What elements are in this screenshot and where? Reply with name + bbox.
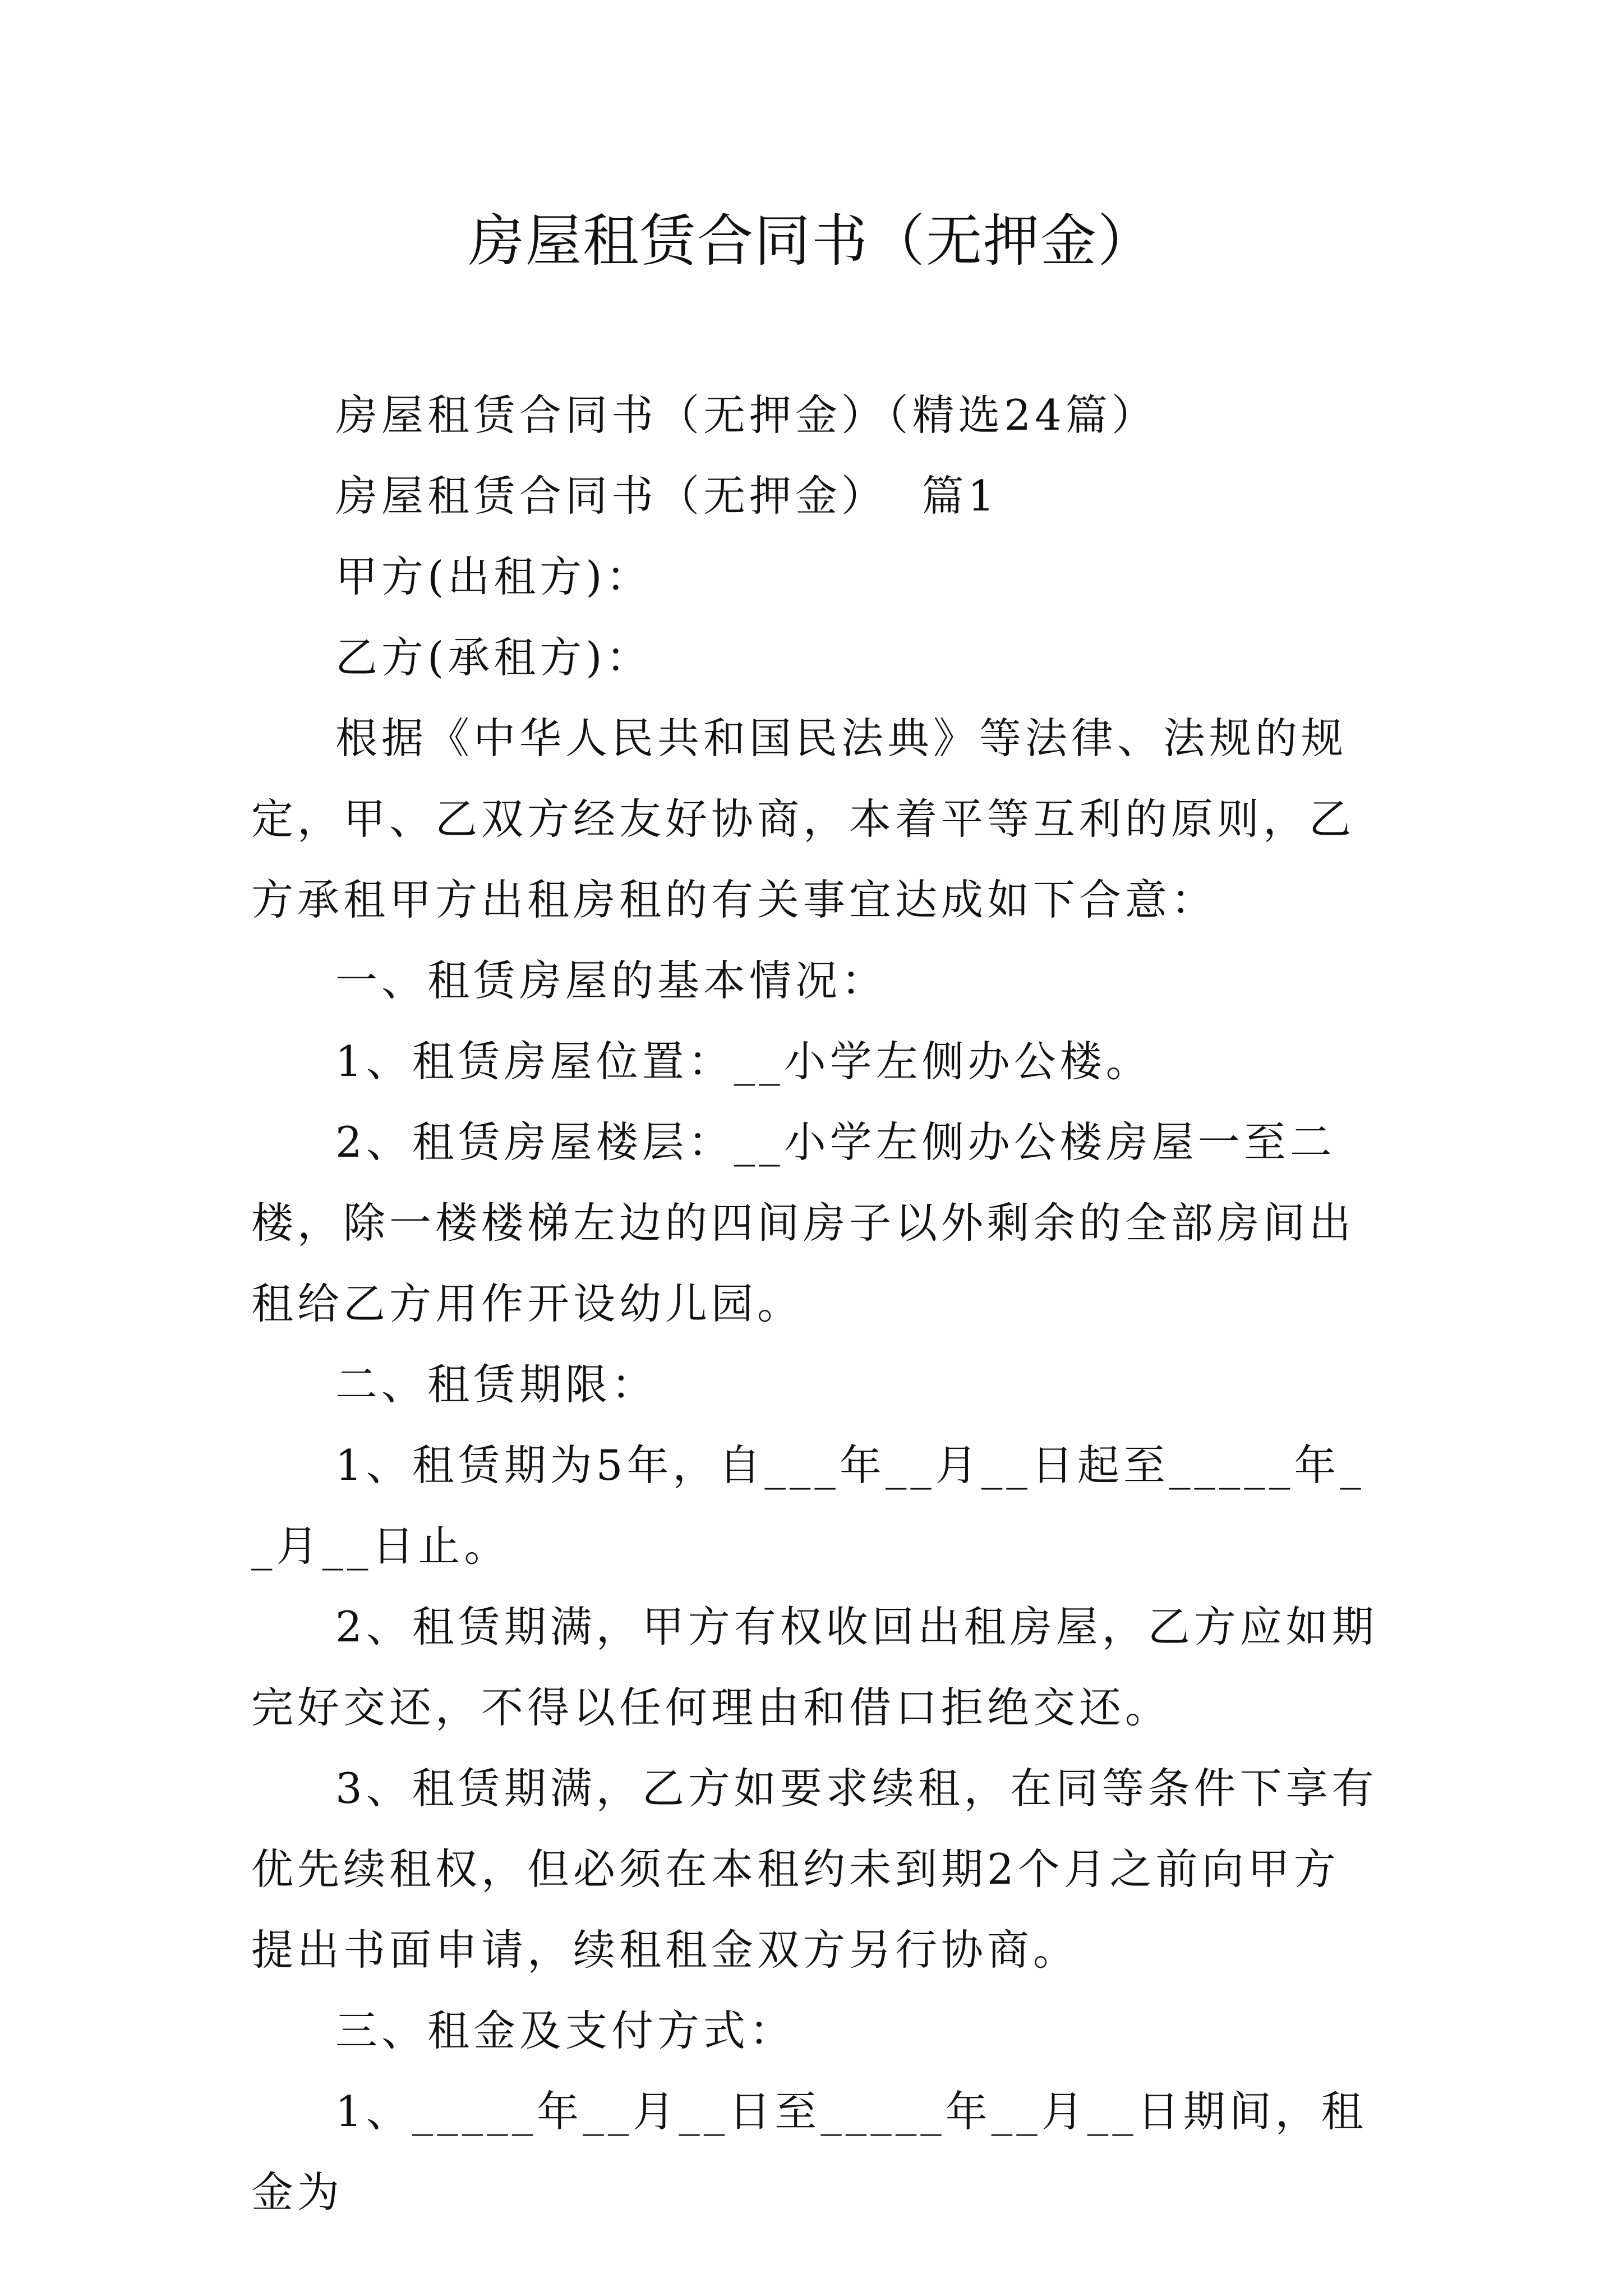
document-title: 房屋租赁合同书（无押金）	[468, 208, 1155, 274]
clause-heading-1: 一、租赁房屋的基本情况：	[335, 956, 888, 1005]
preamble-paragraph: 根据《中华人民共和国民法典》等法律、法规的规定，甲、乙双方经友好协商，本着平等互利的原则，乙方承租甲方出租房租的有关事宜达成如下合意：	[251, 714, 1355, 924]
clause-1-1: 1、租赁房屋位置：__小学左侧办公楼。	[335, 1037, 1152, 1086]
clause-heading-2: 二、租赁期限：	[335, 1360, 658, 1409]
clause-1-2: 2、租赁房屋楼层：__小学左侧办公楼房屋一至二楼，除一楼楼梯左边的四间房子以外剩余的全部房间出租给乙方用作开设幼儿园。	[251, 1117, 1355, 1328]
clause-heading-3: 三、租金及支付方式：	[335, 2006, 796, 2055]
clause-2-3: 3、租赁期满，乙方如要求续租，在同等条件下享有优先续租权，但必须在本租约未到期2个月之前向甲方提出书面申请，续租租金双方另行协商。	[251, 1764, 1378, 1975]
party-b-line: 乙方(承租方)：	[335, 633, 652, 682]
document-body	[251, 375, 1384, 2233]
subtitle-line: 房屋租赁合同书（无押金）（精选24篇）	[335, 390, 1158, 440]
clause-2-2: 2、租赁期满，甲方有权收回出租房屋，乙方应如期完好交还，不得以任何理由和借口拒绝交还。	[251, 1602, 1378, 1732]
party-a-line: 甲方(出租方)：	[335, 552, 652, 601]
clause-3-1: 1、_____年__月__日至_____年__月__日期间，租金为	[251, 2087, 1367, 2217]
clause-2-1: 1、租赁期为5年，自___年__月__日起至_____年__月__日止。	[251, 1441, 1365, 1571]
section-heading: 房屋租赁合同书（无押金） 篇1	[335, 471, 999, 521]
